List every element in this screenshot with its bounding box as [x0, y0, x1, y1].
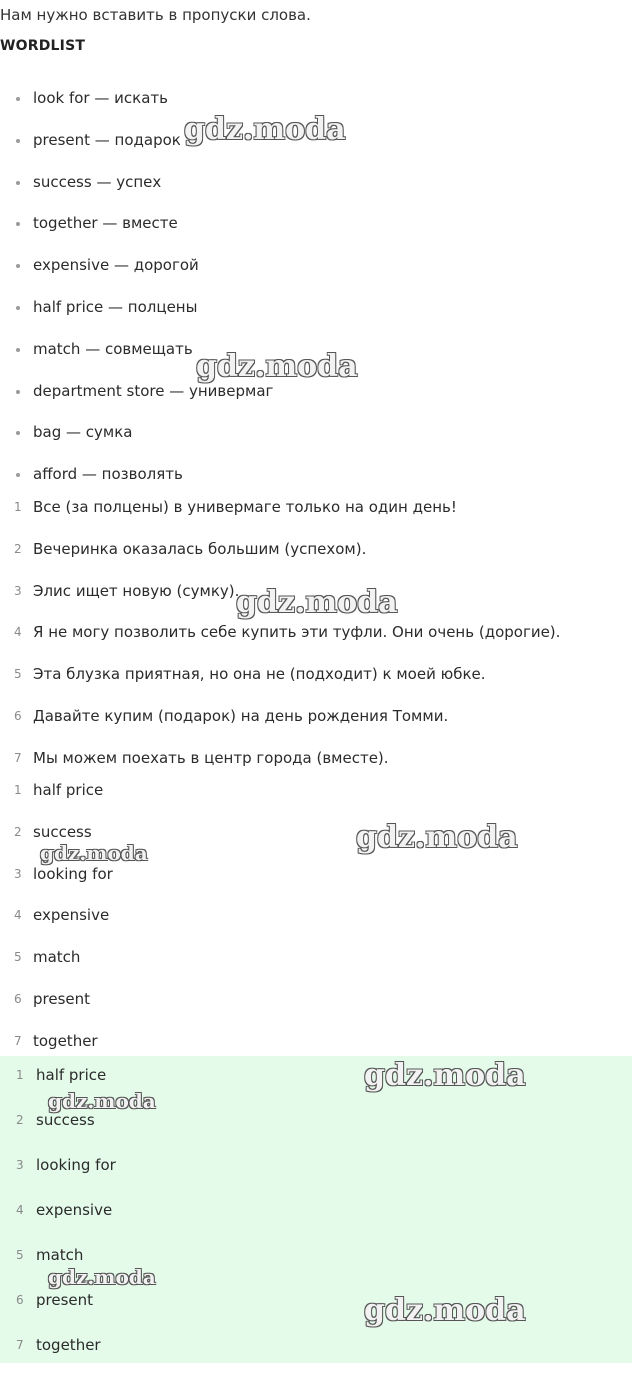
sentence-text: Элис ищет новую (сумку). — [33, 581, 240, 600]
item-number: 3 — [16, 1158, 24, 1172]
item-number: 5 — [14, 667, 22, 682]
item-number: 4 — [16, 1203, 24, 1217]
sentence-item — [0, 489, 632, 531]
item-number: 1 — [16, 1068, 24, 1082]
answer-item — [0, 939, 632, 981]
watermark: gdz.moda — [364, 1058, 526, 1093]
answer-text: success — [36, 1111, 95, 1129]
answer-text: present — [33, 989, 91, 1008]
answer-text: expensive — [33, 906, 110, 925]
answer-item — [0, 897, 632, 939]
item-number: 1 — [14, 783, 22, 797]
answer-item — [0, 772, 632, 814]
item-number: 2 — [16, 1113, 24, 1127]
answer-text: expensive — [36, 1201, 113, 1219]
answer-text: match — [36, 1246, 84, 1264]
answer-text: match — [33, 948, 81, 967]
wordlist-item: afford — позволять — [0, 456, 632, 498]
wordlist-item: together — вместе — [0, 205, 632, 247]
sentence-item — [0, 656, 632, 698]
item-number: 4 — [14, 908, 22, 923]
answer-text: half price — [36, 1066, 107, 1084]
item-number: 6 — [14, 708, 22, 723]
item-number: 7 — [14, 750, 22, 765]
wordlist-item: success — успех — [0, 164, 632, 206]
wordlist-item: bag — сумка — [0, 414, 632, 456]
sentence-text: Мы можем поехать в центр города (вместе). — [33, 748, 389, 767]
answer-text: half price — [33, 781, 104, 799]
watermark: gdz.moda — [184, 112, 346, 147]
item-number: 3 — [14, 583, 22, 598]
wordlist-item: match — совмещать — [0, 331, 632, 373]
answer-text: looking for — [36, 1156, 116, 1174]
watermark: gdz.moda — [356, 820, 518, 855]
item-number: 4 — [14, 625, 22, 640]
item-number: 6 — [14, 991, 22, 1006]
item-number: 2 — [14, 541, 22, 556]
answer-text: present — [36, 1291, 94, 1309]
sentence-text: Все (за полцены) в универмаге только на один день! — [33, 498, 457, 516]
answer-text: success — [33, 822, 92, 841]
watermark: gdz.moda — [48, 1089, 156, 1113]
item-number: 5 — [16, 1248, 24, 1262]
wordlist-item: department store — универмаг — [0, 373, 632, 415]
item-number: 3 — [14, 866, 22, 881]
answer-list — [0, 772, 632, 1065]
answer-text: together — [36, 1336, 101, 1354]
item-number: 1 — [14, 500, 22, 514]
item-number: 5 — [14, 950, 22, 965]
sentence-item — [0, 614, 632, 656]
wordlist-item: expensive — дорогой — [0, 247, 632, 289]
watermark: gdz.moda — [364, 1293, 526, 1328]
answer-item — [0, 1327, 632, 1372]
watermark: gdz.moda — [196, 349, 358, 384]
answer-text: together — [33, 1031, 98, 1050]
sentence-text: Давайте купим (подарок) на день рождения Томми. — [33, 706, 449, 725]
answer-item — [0, 1192, 632, 1237]
item-number: 7 — [14, 1033, 22, 1048]
wordlist-item: half price — полцены — [0, 289, 632, 331]
wordlist-item: look for — искать — [0, 80, 632, 122]
intro-text: Нам нужно вставить в пропуски слова. — [0, 6, 311, 24]
watermark: gdz.moda — [48, 1265, 156, 1289]
sentence-text: Вечеринка оказалась большим (успехом). — [33, 539, 367, 558]
sentence-text: Эта блузка приятная, но она не (подходит) к моей юбке. — [33, 665, 486, 684]
sentence-item — [0, 698, 632, 740]
sentence-item — [0, 531, 632, 573]
item-number: 7 — [16, 1338, 24, 1352]
item-number: 2 — [14, 824, 22, 839]
sentence-text: Я не могу позволить себе купить эти туфли. Они очень (дорогие). — [33, 623, 561, 642]
wordlist-item: present — подарок — [0, 122, 632, 164]
answer-text: looking for — [33, 864, 113, 883]
watermark: gdz.moda — [40, 841, 148, 865]
watermark: gdz.moda — [236, 585, 398, 620]
item-number: 6 — [16, 1293, 24, 1307]
answer-item — [0, 1147, 632, 1192]
wordlist-heading: WORDLIST — [0, 38, 86, 54]
sentence-list — [0, 489, 632, 782]
answer-item — [0, 981, 632, 1023]
